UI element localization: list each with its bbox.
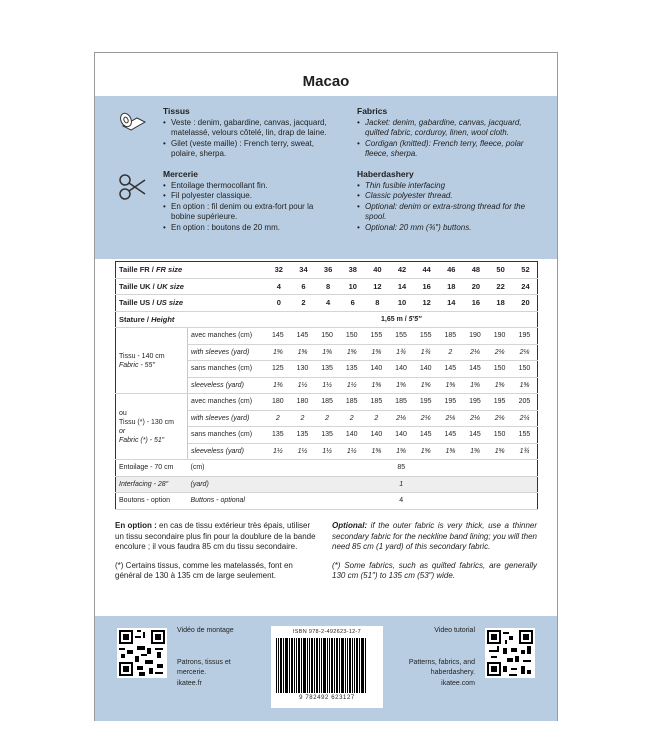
notes-fr: [115, 521, 320, 590]
haberdashery-item: • Optional: denim or extra-strong thread for the spool.: [357, 202, 541, 223]
value-cell: 2: [339, 410, 364, 427]
value-cell: 140: [364, 361, 389, 378]
haberdashery-en: [357, 169, 541, 233]
qr-code-fr[interactable]: [117, 628, 167, 678]
value-cell: 1: [266, 476, 538, 493]
size-cell: 34: [290, 262, 315, 279]
requirements-band: [95, 96, 557, 259]
isbn-text: ISBN 978-2-492623-12-7: [292, 629, 362, 635]
fabrics-heading: Fabrics: [357, 106, 388, 116]
size-cell: 14: [438, 295, 463, 312]
value-cell: 185: [315, 394, 340, 411]
mercerie-item: • En option : boutons de 20 mm.: [163, 223, 335, 234]
website-en-link[interactable]: ikatee.com: [441, 679, 475, 687]
value-cell: 1⅝: [290, 344, 315, 361]
uk-size-label: Taille UK / UK size: [116, 278, 266, 295]
table-row-interfacing: [116, 476, 538, 493]
value-cell: 2⅛: [389, 410, 414, 427]
stature-label: Stature / Height: [116, 311, 266, 328]
value-cell: 140: [389, 427, 414, 444]
table-row: [116, 394, 538, 411]
value-cell: 1¾: [512, 443, 538, 460]
size-cell: 18: [438, 278, 463, 295]
unit-cell: sleeveless (yard): [188, 443, 266, 460]
size-cell: 14: [389, 278, 414, 295]
value-cell: 2: [364, 410, 389, 427]
value-cell: 150: [512, 361, 538, 378]
size-cell: 48: [463, 262, 488, 279]
pattern-title: Macao: [302, 73, 350, 90]
website-fr-link[interactable]: ikatee.fr: [177, 679, 202, 687]
mercerie-item: • Fil polyester classique.: [163, 191, 335, 202]
tissus-item: • Veste : denim, gabardine, canvas, jacquard, matelassé, velours côtelé, lin, drap de laine.: [163, 118, 335, 139]
pattern-back-sheet: [94, 52, 558, 721]
value-cell: 1½: [315, 443, 340, 460]
size-cell: 20: [463, 278, 488, 295]
value-cell: 1½: [290, 443, 315, 460]
fabric-130-label: ou Tissu (*) - 130 cm or Fabric (*) - 51″: [116, 394, 188, 460]
value-cell: 1½: [315, 377, 340, 394]
value-cell: 1⅝: [487, 377, 512, 394]
value-cell: 1⅝: [487, 443, 512, 460]
size-cell: 8: [315, 278, 340, 295]
value-cell: 135: [266, 427, 291, 444]
value-cell: 1½: [339, 377, 364, 394]
value-cell: 1⅝: [463, 377, 488, 394]
value-cell: 190: [463, 328, 488, 345]
isbn-barcode: [271, 626, 383, 708]
value-cell: 2⅛: [463, 344, 488, 361]
mercerie-fr: [163, 169, 335, 233]
value-cell: 205: [512, 394, 538, 411]
tissus-heading: Tissus: [163, 106, 190, 116]
value-cell: 140: [413, 361, 438, 378]
value-cell: 1⅜: [266, 377, 291, 394]
footer-left-text: [177, 626, 234, 689]
value-cell: 135: [290, 427, 315, 444]
table-row-us-size: [116, 295, 538, 312]
value-cell: 2¼: [512, 410, 538, 427]
value-cell: 2: [290, 410, 315, 427]
size-cell: 18: [487, 295, 512, 312]
footer-right-text: [409, 626, 475, 689]
size-cell: 4: [315, 295, 340, 312]
value-cell: 2: [438, 344, 463, 361]
table-row-buttons: [116, 493, 538, 510]
value-cell: 125: [266, 361, 291, 378]
size-chart-table: [115, 261, 538, 510]
size-cell: 40: [364, 262, 389, 279]
size-cell: 6: [339, 295, 364, 312]
size-cell: 24: [512, 278, 538, 295]
value-cell: 1½: [290, 377, 315, 394]
note-width-en: (*) Some fabrics, such as quilted fabrics, are generally 130 cm (51″) to 135 cm (53″) wide.: [332, 560, 537, 580]
value-cell: 1⅝: [463, 443, 488, 460]
value-cell: 195: [512, 328, 538, 345]
value-cell: 135: [315, 427, 340, 444]
table-row-stature: [116, 311, 538, 328]
note-width-fr: (*) Certains tissus, comme les matelassés, font en général de 130 à 135 cm de large seulement.: [115, 560, 293, 580]
value-cell: 1⅝: [389, 377, 414, 394]
value-cell: 1⅝: [364, 344, 389, 361]
value-cell: 2: [315, 410, 340, 427]
value-cell: 155: [413, 328, 438, 345]
size-cell: 46: [438, 262, 463, 279]
unit-cell: (cm): [188, 460, 266, 477]
tissus-fr: [163, 106, 335, 160]
size-cell: 42: [389, 262, 414, 279]
note-optional-en: Optional: if the outer fabric is very thick, use a thinner secondary fabric for the neckline band lining; you will then need 85 cm (1 yard) of this secondary fabric.: [332, 521, 537, 551]
table-row: [116, 328, 538, 345]
value-cell: 1⅝: [438, 443, 463, 460]
value-cell: 135: [339, 361, 364, 378]
size-cell: 38: [339, 262, 364, 279]
haberdashery-item: • Classic polyester thread.: [357, 191, 541, 202]
buttons-label: Boutons - option: [116, 493, 188, 510]
size-cell: 36: [315, 262, 340, 279]
barcode-number: 9 782492 623127: [299, 695, 355, 701]
interfacing-label: Interfacing - 28″: [116, 476, 188, 493]
table-row-uk-size: [116, 278, 538, 295]
value-cell: 140: [339, 427, 364, 444]
value-cell: 145: [463, 427, 488, 444]
value-cell: 2⅛: [487, 410, 512, 427]
barcode-bars: [276, 638, 378, 693]
value-cell: 180: [266, 394, 291, 411]
tissus-item: • Gilet (veste maille) : French terry, sweat, polaire, sherpa.: [163, 139, 335, 160]
size-cell: 20: [512, 295, 538, 312]
value-cell: 1⅝: [413, 443, 438, 460]
value-cell: 1⅝: [315, 344, 340, 361]
table-row-fr-size: [116, 262, 538, 279]
value-cell: 1½: [266, 443, 291, 460]
value-cell: 185: [364, 394, 389, 411]
footer-left-line1: Patrons, tissus et: [177, 658, 231, 666]
value-cell: 195: [487, 394, 512, 411]
value-cell: 140: [389, 361, 414, 378]
notes-en: [332, 521, 537, 590]
value-cell: 155: [364, 328, 389, 345]
size-cell: 16: [463, 295, 488, 312]
value-cell: 195: [463, 394, 488, 411]
unit-cell: with sleeves (yard): [188, 410, 266, 427]
value-cell: 1½: [339, 443, 364, 460]
footer-left-line2: mercerie.: [177, 669, 207, 676]
value-cell: 155: [512, 427, 538, 444]
value-cell: 145: [463, 361, 488, 378]
value-cell: 190: [487, 328, 512, 345]
value-cell: 1⅝: [339, 344, 364, 361]
size-cell: 44: [413, 262, 438, 279]
size-cell: 16: [413, 278, 438, 295]
haberdashery-heading: Haberdashery: [357, 169, 414, 179]
us-size-label: Taille US / US size: [116, 295, 266, 312]
size-cell: 52: [512, 262, 538, 279]
value-cell: 2⅛: [438, 410, 463, 427]
value-cell: 2⅛: [512, 344, 538, 361]
mercerie-heading: Mercerie: [163, 169, 198, 179]
size-cell: 22: [487, 278, 512, 295]
value-cell: 185: [438, 328, 463, 345]
fabrics-item: • Cordigan (knitted): French terry, fleece, polar fleece, sherpa.: [357, 139, 541, 160]
value-cell: 150: [315, 328, 340, 345]
value-cell: 85: [266, 460, 538, 477]
size-cell: 10: [389, 295, 414, 312]
value-cell: 2⅛: [487, 344, 512, 361]
mercerie-item: • Entoilage thermocollant fin.: [163, 181, 335, 192]
entoilage-label: Entoilage - 70 cm: [116, 460, 188, 477]
value-cell: 1⅝: [413, 377, 438, 394]
value-cell: 145: [266, 328, 291, 345]
value-cell: 1⅝: [364, 377, 389, 394]
value-cell: 195: [438, 394, 463, 411]
value-cell: 4: [266, 493, 538, 510]
size-cell: 10: [339, 278, 364, 295]
value-cell: 1¾: [413, 344, 438, 361]
unit-cell: avec manches (cm): [188, 328, 266, 345]
size-cell: 4: [266, 278, 291, 295]
video-tutorial-en: Video tutorial: [434, 627, 475, 634]
unit-cell: with sleeves (yard): [188, 344, 266, 361]
unit-cell: sleeveless (yard): [188, 377, 266, 394]
fr-size-label: Taille FR / FR size: [116, 262, 266, 279]
value-cell: 130: [290, 361, 315, 378]
value-cell: 155: [389, 328, 414, 345]
value-cell: 1⅝: [266, 344, 291, 361]
footer-right-line2: haberdashery.: [430, 669, 475, 676]
size-cell: 6: [290, 278, 315, 295]
size-cell: 8: [364, 295, 389, 312]
value-cell: 135: [315, 361, 340, 378]
scissors-icon: [117, 172, 147, 202]
value-cell: 2⅛: [463, 410, 488, 427]
fabric-140-label: Tissu - 140 cm Fabric - 55″: [116, 328, 188, 394]
value-cell: 150: [487, 427, 512, 444]
size-cell: 2: [290, 295, 315, 312]
value-cell: 180: [290, 394, 315, 411]
qr-code-en[interactable]: [485, 628, 535, 678]
value-cell: 185: [339, 394, 364, 411]
fabric-roll-icon: [117, 108, 147, 138]
size-cell: 12: [413, 295, 438, 312]
unit-cell: sans manches (cm): [188, 427, 266, 444]
mercerie-item: • En option : fil denim ou extra-fort pour la bobine supérieure.: [163, 202, 335, 223]
footer-right-line1: Patterns, fabrics, and: [408, 658, 475, 666]
value-cell: 140: [364, 427, 389, 444]
note-optional-fr: En option : en cas de tissu extérieur très épais, utiliser un tissu secondaire plus fin pour la doublure de la bande encolure ; il vous faudra 85 cm du tissu secondaire.: [115, 521, 316, 551]
buttons-label-en: Buttons - optional: [188, 493, 266, 510]
value-cell: 150: [339, 328, 364, 345]
value-cell: 2⅛: [413, 410, 438, 427]
stature-value: 1,65 m / 5′5″: [266, 311, 538, 328]
value-cell: 145: [290, 328, 315, 345]
unit-cell: avec manches (cm): [188, 394, 266, 411]
unit-cell: (yard): [188, 476, 266, 493]
value-cell: 1⅝: [364, 443, 389, 460]
haberdashery-item: • Optional: 20 mm (¾″) buttons.: [357, 223, 541, 234]
size-cell: 12: [364, 278, 389, 295]
value-cell: 2: [266, 410, 291, 427]
fabrics-en: [357, 106, 541, 160]
fabrics-item: • Jacket: denim, gabardine, canvas, jacquard, quilted fabric, corduroy, linen, wool cloth.: [357, 118, 541, 139]
unit-cell: sans manches (cm): [188, 361, 266, 378]
haberdashery-item: • Thin fusible interfacing: [357, 181, 541, 192]
video-tutorial-fr: Vidéo de montage: [177, 627, 234, 634]
value-cell: 145: [438, 427, 463, 444]
footer-band: [95, 616, 557, 721]
value-cell: 145: [438, 361, 463, 378]
value-cell: 1⅝: [512, 377, 538, 394]
size-cell: 32: [266, 262, 291, 279]
value-cell: 150: [487, 361, 512, 378]
value-cell: 185: [389, 394, 414, 411]
value-cell: 1⅝: [389, 443, 414, 460]
value-cell: 145: [413, 427, 438, 444]
value-cell: 195: [413, 394, 438, 411]
value-cell: 1⅝: [438, 377, 463, 394]
size-cell: 50: [487, 262, 512, 279]
table-row-entoilage: [116, 460, 538, 477]
value-cell: 1¾: [389, 344, 414, 361]
size-cell: 0: [266, 295, 291, 312]
